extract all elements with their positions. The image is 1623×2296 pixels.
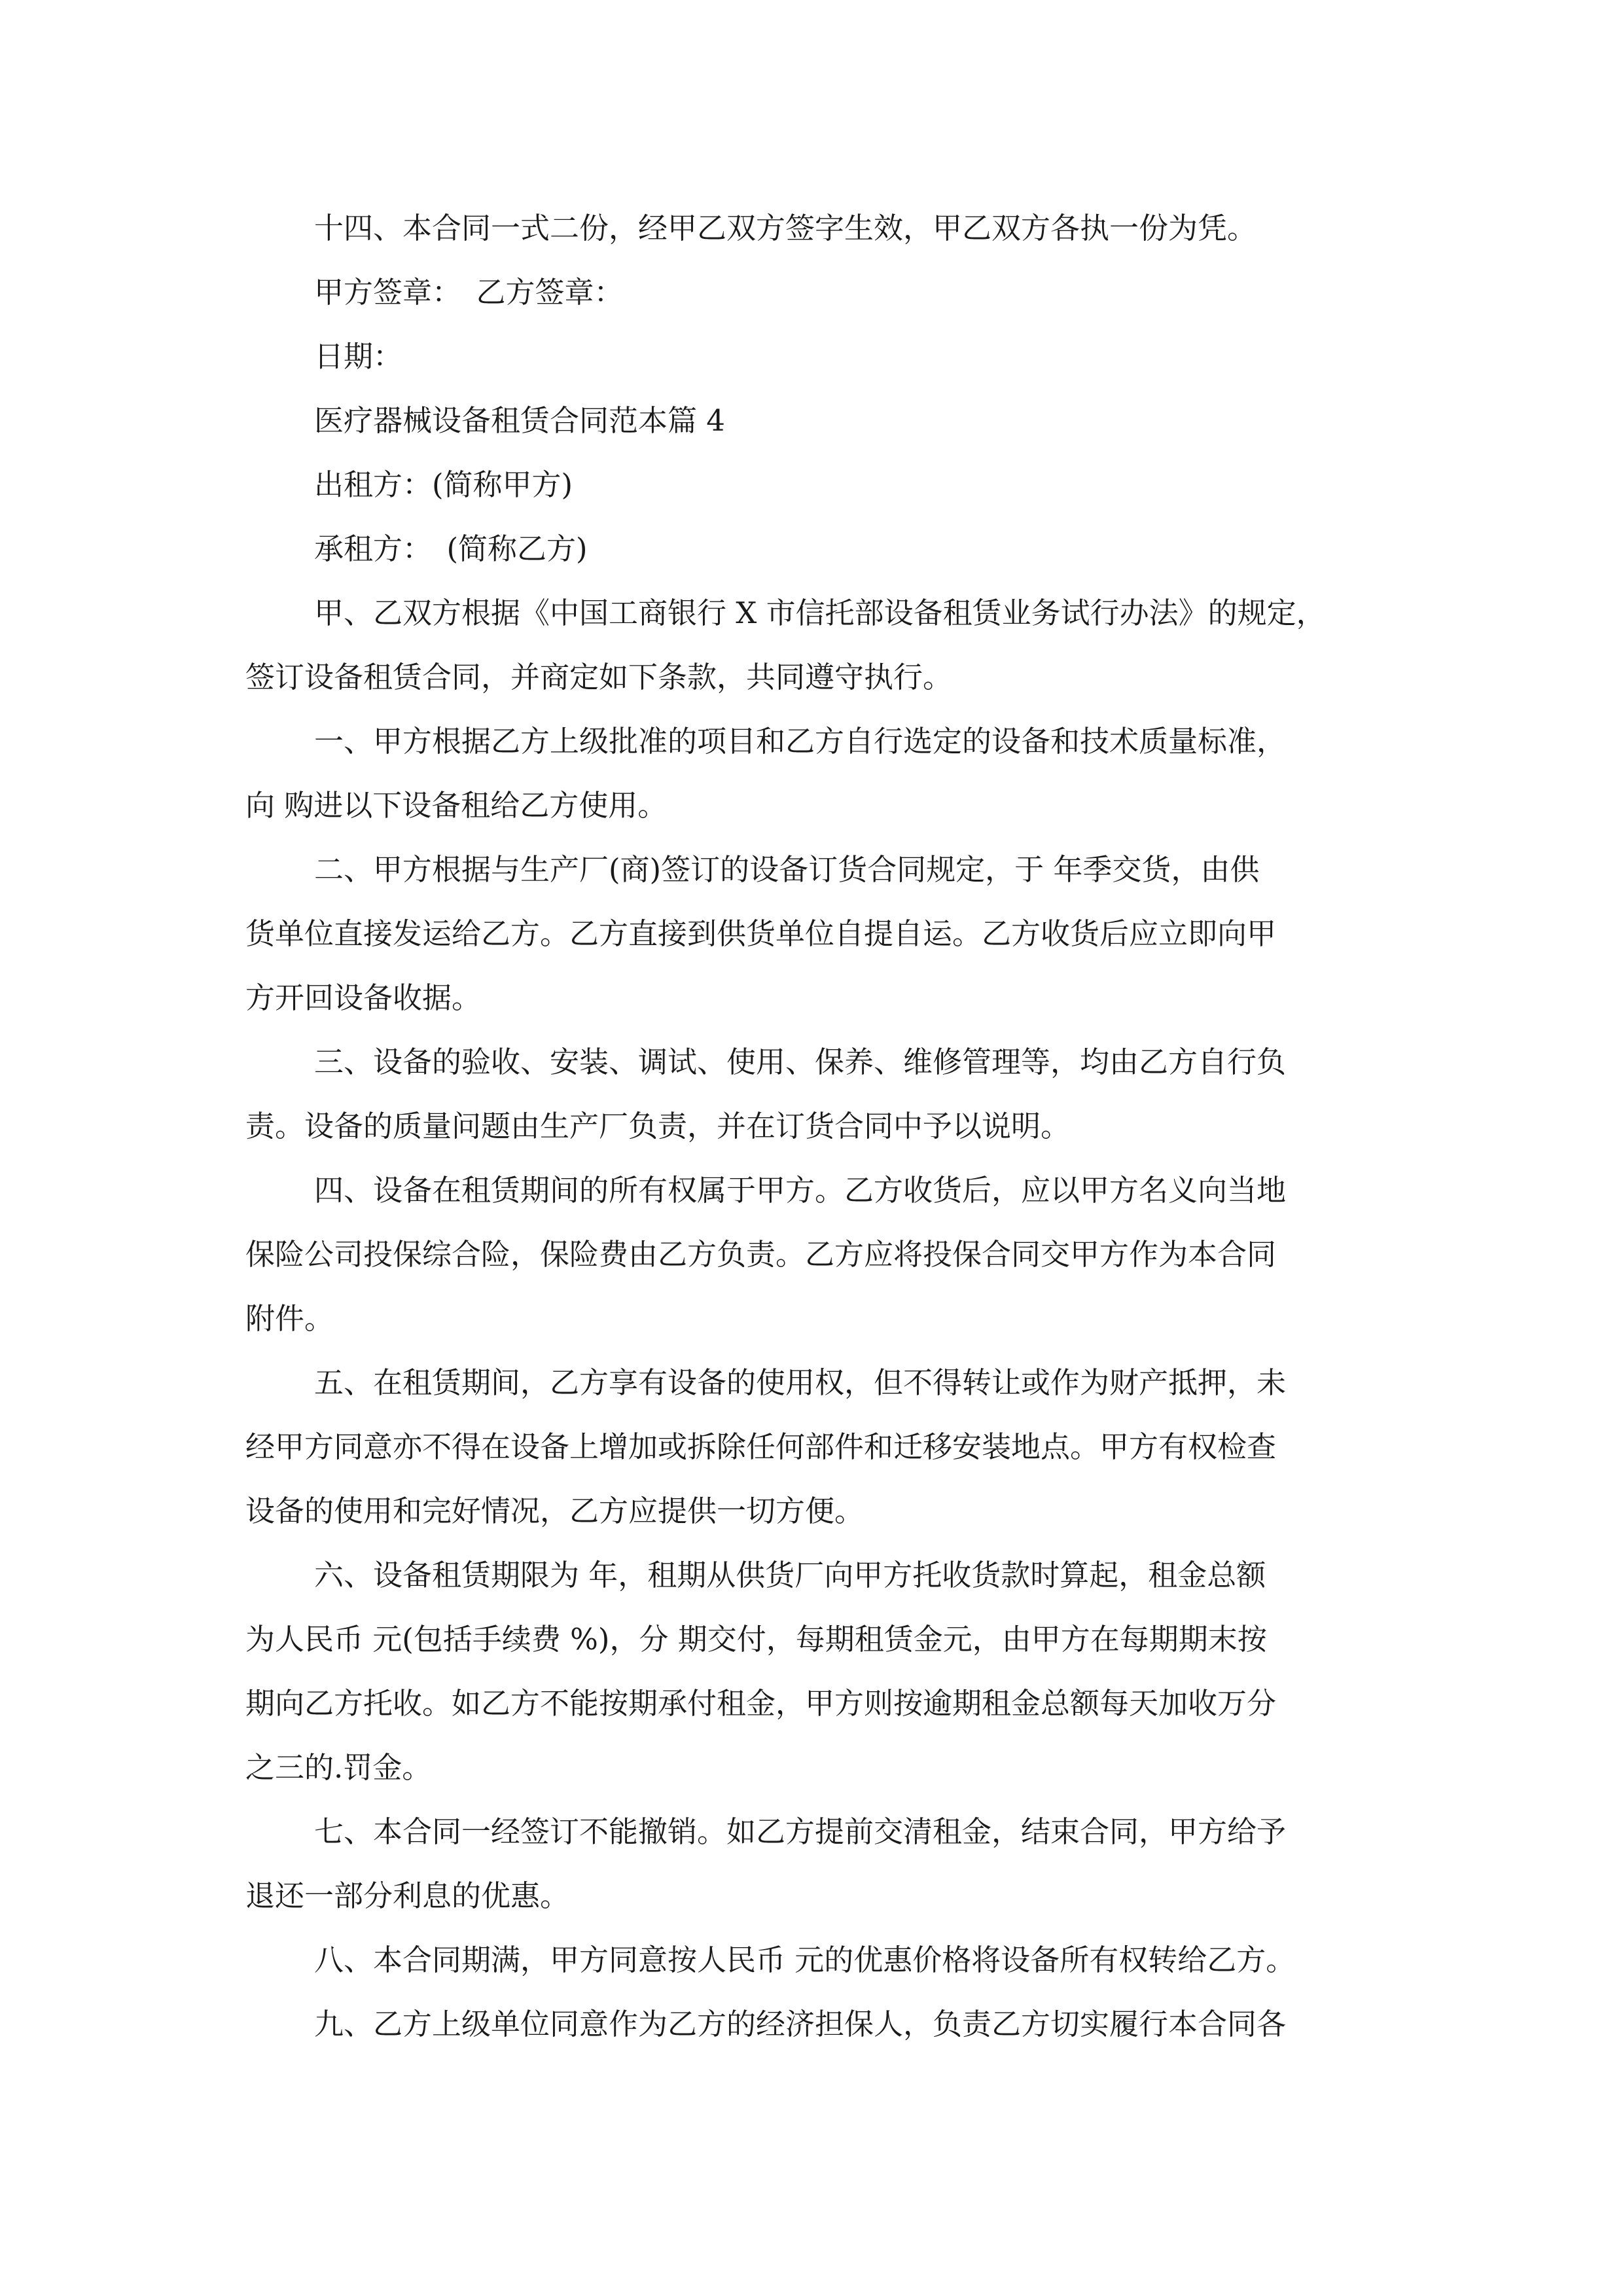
- clause-6-line-3: 期向乙方托收。如乙方不能按期承付租金，甲方则按逾期租金总额每天加收万分: [245, 1686, 1277, 1721]
- preamble-line-1: 甲、乙双方根据《中国工商银行 X 市信托部设备租赁业务试行办法》的规定，: [314, 596, 1326, 630]
- clause-5-line-1: 五、在租赁期间，乙方享有设备的使用权，但不得转让或作为财产抵押，未: [314, 1365, 1287, 1400]
- clause-2-line-2: 货单位直接发运给乙方。乙方直接到供货单位自提自运。乙方收货后应立即向甲: [245, 916, 1277, 951]
- clause-6-line-1: 六、设备租赁期限为 年，租期从供货厂向甲方托收货款时算起，租金总额: [314, 1558, 1266, 1592]
- signature-line: 甲方签章： 乙方签章：: [314, 275, 624, 310]
- clause-14: 十四、本合同一式二份，经甲乙双方签字生效，甲乙双方各执一份为凭。: [314, 211, 1257, 245]
- clause-6-line-4: 之三的.罚金。: [245, 1750, 432, 1785]
- clause-5-line-2: 经甲方同意亦不得在设备上增加或拆除任何部件和迁移安装地点。甲方有权检查: [245, 1429, 1277, 1464]
- clause-7-line-2: 退还一部分利息的优惠。: [245, 1878, 570, 1913]
- clause-7-line-1: 七、本合同一经签订不能撤销。如乙方提前交清租金，结束合同，甲方给予: [314, 1814, 1287, 1849]
- clause-3-line-1: 三、设备的验收、安装、调试、使用、保养、维修管理等，均由乙方自行负: [314, 1045, 1287, 1079]
- lessee-line: 承租方： (简称乙方): [314, 531, 588, 566]
- clause-6-line-2: 为人民币 元(包括手续费 %)，分 期交付，每期租赁金元，由甲方在每期期末按: [245, 1622, 1267, 1657]
- section-title: 医疗器械设备租赁合同范本篇 4: [314, 403, 725, 438]
- clause-4-line-1: 四、设备在租赁期间的所有权属于甲方。乙方收货后，应以甲方名义向当地: [314, 1173, 1287, 1208]
- clause-2-line-3: 方开回设备收据。: [245, 980, 482, 1015]
- clause-4-line-2: 保险公司投保综合险，保险费由乙方负责。乙方应将投保合同交甲方作为本合同: [245, 1237, 1277, 1272]
- clause-3-line-2: 责。设备的质量问题由生产厂负责，并在订货合同中予以说明。: [245, 1109, 1071, 1143]
- lessor-line: 出租方：(简称甲方): [314, 467, 573, 502]
- clause-5-line-3: 设备的使用和完好情况，乙方应提供一切方便。: [245, 1494, 865, 1528]
- clause-9-line-1: 九、乙方上级单位同意作为乙方的经济担保人，负责乙方切实履行本合同各: [314, 2007, 1287, 2041]
- clause-1-line-1: 一、甲方根据乙方上级批准的项目和乙方自行选定的设备和技术质量标准，: [314, 724, 1287, 759]
- clause-2-line-1: 二、甲方根据与生产厂(商)签订的设备订货合同规定，于 年季交货，由供: [314, 852, 1260, 887]
- preamble-line-2: 签订设备租赁合同，并商定如下条款，共同遵守执行。: [245, 660, 953, 694]
- date-line: 日期：: [314, 339, 403, 374]
- clause-4-line-3: 附件。: [245, 1301, 334, 1336]
- clause-1-line-2: 向 购进以下设备租给乙方使用。: [245, 788, 668, 823]
- clause-8: 八、本合同期满，甲方同意按人民币 元的优惠价格将设备所有权转给乙方。: [314, 1943, 1296, 1977]
